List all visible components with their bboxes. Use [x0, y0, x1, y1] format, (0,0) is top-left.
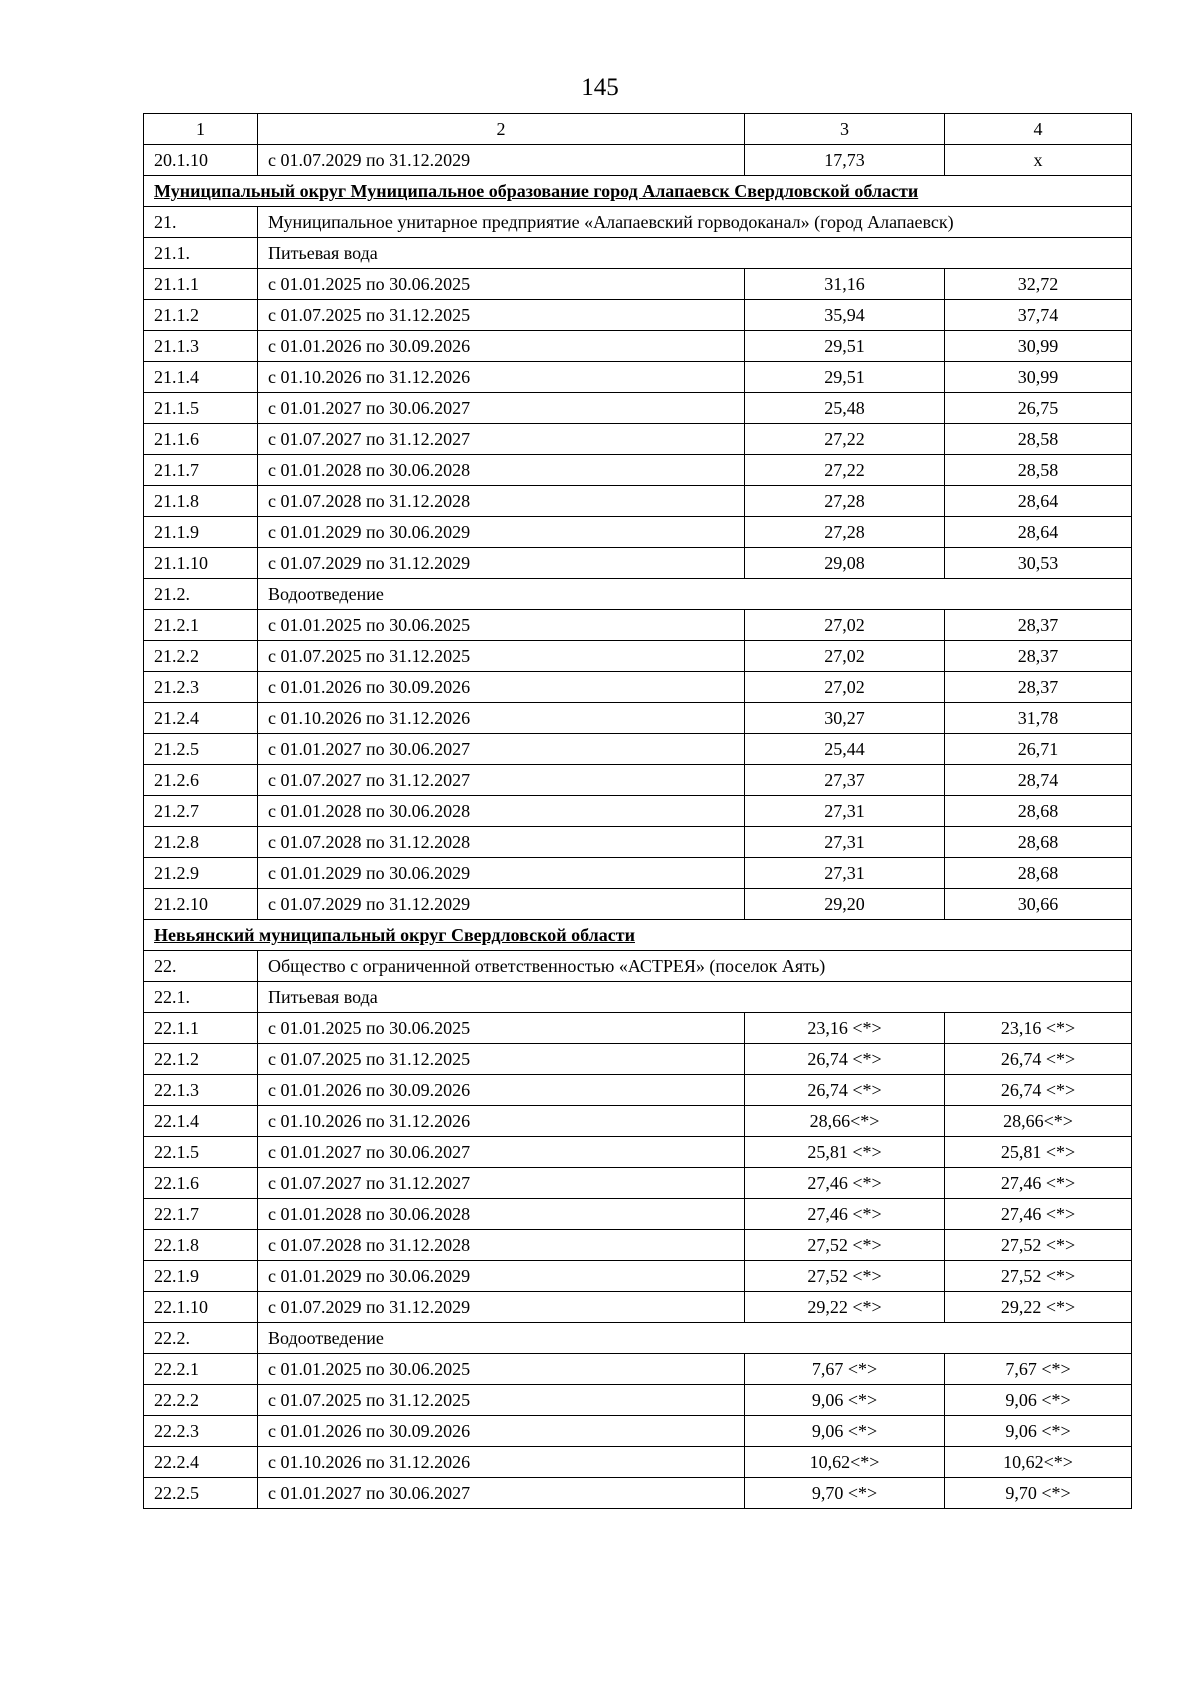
- tariff-col3: 27,46 <*>: [745, 1168, 945, 1199]
- tariff-col3: 23,16 <*>: [745, 1013, 945, 1044]
- row-number: 21.2.: [144, 579, 258, 610]
- table-row: [144, 548, 1132, 579]
- section-title: Питьевая вода: [258, 238, 1132, 269]
- row-number: 22.1.7: [144, 1199, 258, 1230]
- period: с 01.07.2027 по 31.12.2027: [258, 424, 745, 455]
- tariff-col3: 26,74 <*>: [745, 1044, 945, 1075]
- page-number: 145: [581, 74, 619, 101]
- row-number: 22.1.10: [144, 1292, 258, 1323]
- section-title: Питьевая вода: [258, 982, 1132, 1013]
- period: с 01.07.2028 по 31.12.2028: [258, 827, 745, 858]
- row-number: 22.1.: [144, 982, 258, 1013]
- period: с 01.07.2028 по 31.12.2028: [258, 1230, 745, 1261]
- table-row: [144, 1106, 1132, 1137]
- period: с 01.10.2026 по 31.12.2026: [258, 362, 745, 393]
- section-row: [144, 579, 1132, 610]
- period: с 01.07.2029 по 31.12.2029: [258, 145, 745, 176]
- section-title: Общество с ограниченной ответственностью «АСТРЕЯ» (поселок Аять): [258, 951, 1132, 982]
- tariff-col3: 27,02: [745, 610, 945, 641]
- tariff-col3: 27,31: [745, 796, 945, 827]
- tariff-col3: 9,06 <*>: [745, 1385, 945, 1416]
- tariff-col3: 27,02: [745, 641, 945, 672]
- tariff-col4: 37,74: [945, 300, 1132, 331]
- tariff-col4: 28,37: [945, 641, 1132, 672]
- row-number: 21.1.6: [144, 424, 258, 455]
- table-row: [144, 765, 1132, 796]
- tariff-col4: 28,74: [945, 765, 1132, 796]
- table-row: [144, 393, 1132, 424]
- row-number: 22.2.1: [144, 1354, 258, 1385]
- tariff-col4: 30,99: [945, 362, 1132, 393]
- row-number: 21.2.3: [144, 672, 258, 703]
- tariff-col4: 26,75: [945, 393, 1132, 424]
- row-number: 21.1.2: [144, 300, 258, 331]
- table-row: [144, 1075, 1132, 1106]
- row-number: 21.1.8: [144, 486, 258, 517]
- table-row: [144, 641, 1132, 672]
- row-number: 21.1.1: [144, 269, 258, 300]
- table-row: [144, 1478, 1132, 1509]
- row-number: 21.2.8: [144, 827, 258, 858]
- table-row: [144, 1354, 1132, 1385]
- period: с 01.07.2025 по 31.12.2025: [258, 1385, 745, 1416]
- table-row: [144, 889, 1132, 920]
- column-header-1: 1: [144, 114, 258, 145]
- period: с 01.01.2026 по 30.09.2026: [258, 1075, 745, 1106]
- tariff-col3: 29,51: [745, 362, 945, 393]
- tariff-col4: 28,58: [945, 424, 1132, 455]
- period: с 01.01.2025 по 30.06.2025: [258, 1013, 745, 1044]
- table-row: [144, 1013, 1132, 1044]
- row-number: 21.: [144, 207, 258, 238]
- period: с 01.01.2027 по 30.06.2027: [258, 734, 745, 765]
- period: с 01.01.2025 по 30.06.2025: [258, 1354, 745, 1385]
- tariff-col3: 29,51: [745, 331, 945, 362]
- tariff-col4: 28,68: [945, 796, 1132, 827]
- tariff-col4: 26,71: [945, 734, 1132, 765]
- tariff-col4: 30,99: [945, 331, 1132, 362]
- table-row: [144, 517, 1132, 548]
- row-number: 22.2.2: [144, 1385, 258, 1416]
- tariff-col4: 30,66: [945, 889, 1132, 920]
- tariff-col4: 28,68: [945, 858, 1132, 889]
- tariff-col3: 7,67 <*>: [745, 1354, 945, 1385]
- tariff-col3: 27,31: [745, 858, 945, 889]
- table-row: [144, 796, 1132, 827]
- period: с 01.07.2028 по 31.12.2028: [258, 486, 745, 517]
- row-number: 22.1.6: [144, 1168, 258, 1199]
- table-row: [144, 1292, 1132, 1323]
- tariff-col3: 27,22: [745, 455, 945, 486]
- tariff-col3: 27,31: [745, 827, 945, 858]
- period: с 01.01.2026 по 30.09.2026: [258, 1416, 745, 1447]
- period: с 01.07.2027 по 31.12.2027: [258, 765, 745, 796]
- tariff-col3: 28,66<*>: [745, 1106, 945, 1137]
- tariff-col4: 7,67 <*>: [945, 1354, 1132, 1385]
- table-row: [144, 1044, 1132, 1075]
- column-header-2: 2: [258, 114, 745, 145]
- row-number: 21.1.7: [144, 455, 258, 486]
- period: с 01.07.2029 по 31.12.2029: [258, 1292, 745, 1323]
- tariff-col3: 31,16: [745, 269, 945, 300]
- column-header-3: 3: [745, 114, 945, 145]
- table-row: [144, 1385, 1132, 1416]
- tariff-col3: 27,22: [745, 424, 945, 455]
- table-row: [144, 1168, 1132, 1199]
- tariff-col4: 28,64: [945, 517, 1132, 548]
- period: с 01.01.2026 по 30.09.2026: [258, 672, 745, 703]
- tariff-col3: 27,28: [745, 517, 945, 548]
- table-row: [144, 672, 1132, 703]
- tariff-col3: 25,44: [745, 734, 945, 765]
- section-title: Водоотведение: [258, 1323, 1132, 1354]
- period: с 01.01.2029 по 30.06.2029: [258, 1261, 745, 1292]
- row-number: 21.1.3: [144, 331, 258, 362]
- tariff-table: [143, 113, 1132, 1509]
- tariff-col3: 27,28: [745, 486, 945, 517]
- period: с 01.01.2027 по 30.06.2027: [258, 1137, 745, 1168]
- period: с 01.01.2028 по 30.06.2028: [258, 796, 745, 827]
- period: с 01.07.2029 по 31.12.2029: [258, 548, 745, 579]
- tariff-col3: 30,27: [745, 703, 945, 734]
- row-number: 21.2.7: [144, 796, 258, 827]
- tariff-col4: 28,66<*>: [945, 1106, 1132, 1137]
- section-row: [144, 982, 1132, 1013]
- tariff-col4: 32,72: [945, 269, 1132, 300]
- tariff-col3: 29,22 <*>: [745, 1292, 945, 1323]
- tariff-col4: 28,58: [945, 455, 1132, 486]
- table-row: [144, 269, 1132, 300]
- period: с 01.10.2026 по 31.12.2026: [258, 1447, 745, 1478]
- table-row: [144, 424, 1132, 455]
- table-row: [144, 455, 1132, 486]
- tariff-col3: 17,73: [745, 145, 945, 176]
- tariff-col4: 25,81 <*>: [945, 1137, 1132, 1168]
- tariff-col3: 35,94: [745, 300, 945, 331]
- row-number: 21.2.9: [144, 858, 258, 889]
- tariff-col3: 27,52 <*>: [745, 1230, 945, 1261]
- section-row: [144, 238, 1132, 269]
- tariff-col3: 29,20: [745, 889, 945, 920]
- period: с 01.07.2029 по 31.12.2029: [258, 889, 745, 920]
- period: с 01.01.2025 по 30.06.2025: [258, 269, 745, 300]
- period: с 01.10.2026 по 31.12.2026: [258, 703, 745, 734]
- column-header-4: 4: [945, 114, 1132, 145]
- period: с 01.01.2029 по 30.06.2029: [258, 517, 745, 548]
- period: с 01.10.2026 по 31.12.2026: [258, 1106, 745, 1137]
- tariff-col4: 29,22 <*>: [945, 1292, 1132, 1323]
- section-row: [144, 1323, 1132, 1354]
- period: с 01.07.2027 по 31.12.2027: [258, 1168, 745, 1199]
- table-row: [144, 331, 1132, 362]
- period: с 01.07.2025 по 31.12.2025: [258, 641, 745, 672]
- table-row: [144, 734, 1132, 765]
- district-heading: Муниципальный округ Муниципальное образование город Алапаевск Свердловской области: [144, 176, 1132, 207]
- table-row: [144, 1416, 1132, 1447]
- row-number: 22.1.9: [144, 1261, 258, 1292]
- row-number: 22.1.2: [144, 1044, 258, 1075]
- tariff-col4: 27,52 <*>: [945, 1230, 1132, 1261]
- table-row: [144, 827, 1132, 858]
- tariff-col3: 25,48: [745, 393, 945, 424]
- row-number: 22.2.4: [144, 1447, 258, 1478]
- tariff-col4: 31,78: [945, 703, 1132, 734]
- row-number: 21.2.4: [144, 703, 258, 734]
- row-number: 22.1.4: [144, 1106, 258, 1137]
- district-heading-row: [144, 176, 1132, 207]
- row-number: 21.1.5: [144, 393, 258, 424]
- tariff-col4: 27,46 <*>: [945, 1168, 1132, 1199]
- tariff-col4: 28,37: [945, 672, 1132, 703]
- row-number: 22.: [144, 951, 258, 982]
- period: с 01.01.2028 по 30.06.2028: [258, 1199, 745, 1230]
- tariff-col4: 27,52 <*>: [945, 1261, 1132, 1292]
- table-row: [144, 300, 1132, 331]
- period: с 01.01.2025 по 30.06.2025: [258, 610, 745, 641]
- row-number: 22.1.8: [144, 1230, 258, 1261]
- tariff-col3: 25,81 <*>: [745, 1137, 945, 1168]
- row-number: 22.1.5: [144, 1137, 258, 1168]
- tariff-col4: 26,74 <*>: [945, 1075, 1132, 1106]
- tariff-col4: 9,70 <*>: [945, 1478, 1132, 1509]
- tariff-col4: 27,46 <*>: [945, 1199, 1132, 1230]
- header-row: [144, 114, 1132, 145]
- row-number: 22.2.5: [144, 1478, 258, 1509]
- period: с 01.07.2025 по 31.12.2025: [258, 300, 745, 331]
- row-number: 22.1.3: [144, 1075, 258, 1106]
- row-number: 21.2.5: [144, 734, 258, 765]
- table-row: [144, 362, 1132, 393]
- tariff-col4: х: [945, 145, 1132, 176]
- tariff-col4: 26,74 <*>: [945, 1044, 1132, 1075]
- row-number: 20.1.10: [144, 145, 258, 176]
- period: с 01.01.2027 по 30.06.2027: [258, 393, 745, 424]
- row-number: 21.1.: [144, 238, 258, 269]
- tariff-col3: 27,02: [745, 672, 945, 703]
- period: с 01.01.2029 по 30.06.2029: [258, 858, 745, 889]
- tariff-col4: 28,37: [945, 610, 1132, 641]
- tariff-col4: 10,62<*>: [945, 1447, 1132, 1478]
- table-row: [144, 486, 1132, 517]
- table-row: [144, 1137, 1132, 1168]
- row-number: 21.2.1: [144, 610, 258, 641]
- tariff-col4: 30,53: [945, 548, 1132, 579]
- row-number: 21.1.4: [144, 362, 258, 393]
- tariff-col3: 9,06 <*>: [745, 1416, 945, 1447]
- section-title: Водоотведение: [258, 579, 1132, 610]
- row-number: 21.1.10: [144, 548, 258, 579]
- tariff-col4: 23,16 <*>: [945, 1013, 1132, 1044]
- tariff-col4: 28,64: [945, 486, 1132, 517]
- district-heading: Невьянский муниципальный округ Свердловской области: [144, 920, 1132, 951]
- section-row: [144, 951, 1132, 982]
- row-number: 22.2.: [144, 1323, 258, 1354]
- section-row: [144, 207, 1132, 238]
- section-title: Муниципальное унитарное предприятие «Алапаевский горводоканал» (город Алапаевск): [258, 207, 1132, 238]
- table-row: [144, 703, 1132, 734]
- table-row: [144, 610, 1132, 641]
- period: с 01.01.2026 по 30.09.2026: [258, 331, 745, 362]
- row-number: 21.2.2: [144, 641, 258, 672]
- row-number: 21.1.9: [144, 517, 258, 548]
- table-row: [144, 1261, 1132, 1292]
- tariff-col3: 27,37: [745, 765, 945, 796]
- row-number: 21.2.6: [144, 765, 258, 796]
- table-row: [144, 1230, 1132, 1261]
- table-row: [144, 1447, 1132, 1478]
- row-number: 21.2.10: [144, 889, 258, 920]
- table-row: [144, 1199, 1132, 1230]
- tariff-col3: 26,74 <*>: [745, 1075, 945, 1106]
- tariff-col4: 9,06 <*>: [945, 1385, 1132, 1416]
- tariff-col4: 9,06 <*>: [945, 1416, 1132, 1447]
- period: с 01.07.2025 по 31.12.2025: [258, 1044, 745, 1075]
- period: с 01.01.2028 по 30.06.2028: [258, 455, 745, 486]
- tariff-col3: 27,46 <*>: [745, 1199, 945, 1230]
- table-row: [144, 145, 1132, 176]
- row-number: 22.2.3: [144, 1416, 258, 1447]
- tariff-col3: 27,52 <*>: [745, 1261, 945, 1292]
- tariff-col3: 10,62<*>: [745, 1447, 945, 1478]
- row-number: 22.1.1: [144, 1013, 258, 1044]
- tariff-col4: 28,68: [945, 827, 1132, 858]
- tariff-col3: 29,08: [745, 548, 945, 579]
- tariff-col3: 9,70 <*>: [745, 1478, 945, 1509]
- period: с 01.01.2027 по 30.06.2027: [258, 1478, 745, 1509]
- table-row: [144, 858, 1132, 889]
- district-heading-row: [144, 920, 1132, 951]
- tariff-table-body: [144, 114, 1132, 1509]
